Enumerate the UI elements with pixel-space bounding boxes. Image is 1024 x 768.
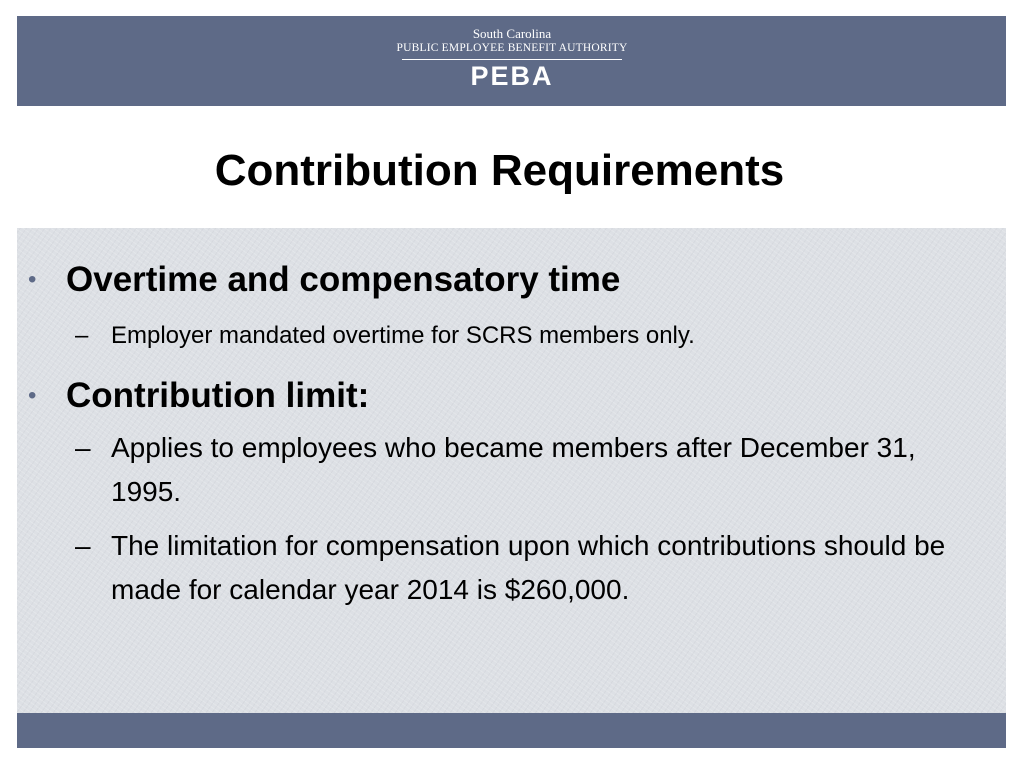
- sub-bullet-item: The limitation for compensation upon which contributions should be made for calendar year 2014 is $260,000.: [111, 530, 946, 605]
- sub-bullet-item: Employer mandated overtime for SCRS members only.: [111, 322, 695, 349]
- footer-bar: [17, 713, 1006, 748]
- dash-icon: –: [75, 322, 89, 349]
- logo-mark: PEBA: [470, 61, 554, 91]
- bullet-icon: •: [28, 382, 37, 409]
- dash-icon: –: [75, 530, 91, 561]
- bullet-icon: •: [28, 266, 37, 293]
- sub-bullet-item: Applies to employees who became members after December 31, 1995.: [111, 432, 916, 507]
- content-area: [17, 228, 1006, 713]
- peba-logo: [377, 26, 647, 102]
- slide: [17, 16, 1006, 748]
- title-area: [17, 106, 1006, 228]
- slide-title: Contribution Requirements: [214, 146, 785, 195]
- logo-state-name: South Carolina: [472, 26, 552, 41]
- logo-agency-name: PUBLIC EMPLOYEE BENEFIT AUTHORITY: [396, 42, 628, 54]
- dash-icon: –: [75, 432, 91, 463]
- bullet-item: Overtime and compensatory time: [66, 260, 621, 299]
- bullet-item: Contribution limit:: [66, 376, 370, 415]
- logo-divider: [402, 59, 622, 60]
- header-bar: [17, 16, 1006, 106]
